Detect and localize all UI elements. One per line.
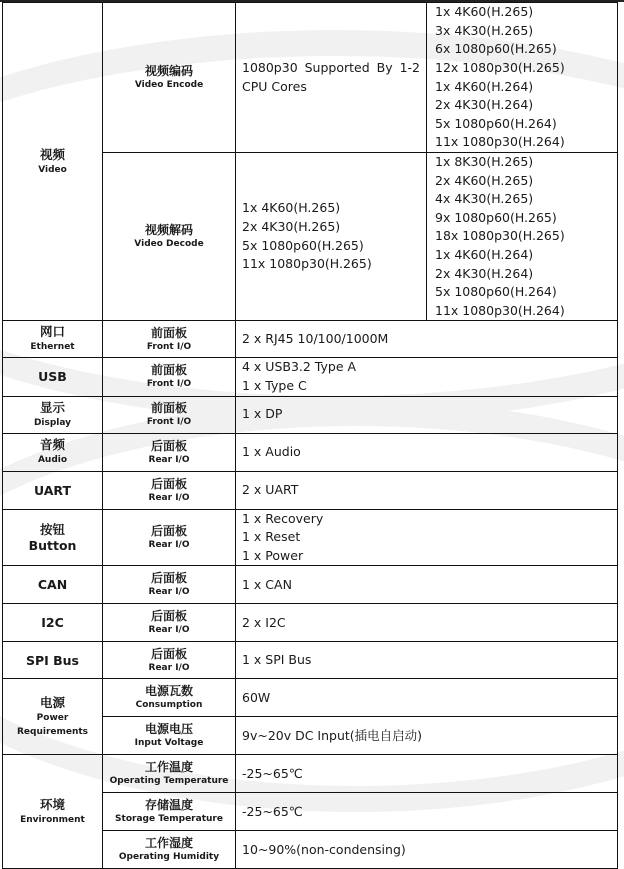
sub-zh: 工作温度 bbox=[144, 760, 193, 775]
usb-values bbox=[236, 358, 618, 396]
spi-value: 1 x SPI Bus bbox=[236, 642, 618, 679]
display-row bbox=[3, 396, 618, 433]
sub-zh: 后面板 bbox=[150, 609, 187, 624]
video-decode-details bbox=[427, 153, 618, 321]
i2c-category bbox=[3, 604, 103, 642]
summary-line: 1x 4K60(H.265) bbox=[242, 200, 341, 216]
sub-en: Rear I/O bbox=[148, 454, 190, 465]
detail-line: 5x 1080p60(H.264) bbox=[435, 115, 557, 131]
display-category bbox=[3, 396, 103, 433]
category-en: Button bbox=[28, 537, 77, 553]
detail-line: 4x 4K30(H.265) bbox=[435, 191, 534, 207]
detail-line: 6x 1080p60(H.265) bbox=[435, 41, 557, 57]
category-en: Display bbox=[33, 417, 72, 428]
can-panel bbox=[103, 566, 236, 604]
spi-panel bbox=[103, 642, 236, 679]
category-en: Environment bbox=[20, 814, 85, 825]
uart-row bbox=[3, 471, 618, 509]
value-line: 1 x Type C bbox=[242, 377, 307, 393]
audio-category bbox=[3, 433, 103, 471]
detail-line: 18x 1080p30(H.265) bbox=[435, 228, 565, 244]
usb-row bbox=[3, 358, 618, 396]
sub-en: Operating Temperature bbox=[109, 776, 229, 787]
sub-en: Operating Humidity bbox=[118, 852, 220, 863]
detail-line: 2x 4K30(H.264) bbox=[435, 265, 534, 281]
spi-category bbox=[3, 642, 103, 679]
sub-zh: 电源电压 bbox=[144, 722, 193, 737]
env-operating-temp-row bbox=[3, 755, 618, 793]
power-category bbox=[3, 679, 103, 755]
category-en: Ethernet bbox=[30, 342, 75, 353]
power-consumption-label bbox=[103, 679, 236, 717]
ethernet-row bbox=[3, 321, 618, 358]
video-encode-row bbox=[3, 3, 618, 153]
video-decode-summary bbox=[236, 153, 427, 321]
ethernet-category bbox=[3, 321, 103, 358]
can-category bbox=[3, 566, 103, 604]
value-line: 1 x Reset bbox=[242, 529, 301, 545]
detail-line: 1x 4K60(H.264) bbox=[435, 78, 534, 94]
detail-line: 11x 1080p30(H.264) bbox=[435, 134, 565, 150]
detail-line: 1x 4K60(H.264) bbox=[435, 246, 534, 262]
category-en: Audio bbox=[37, 455, 68, 466]
storage-temp-label bbox=[103, 793, 236, 831]
sub-en: Rear I/O bbox=[148, 587, 190, 598]
sub-zh: 工作湿度 bbox=[144, 836, 193, 851]
sub-en: Input Voltage bbox=[134, 738, 204, 749]
usb-category bbox=[3, 358, 103, 396]
category-label: CAN bbox=[37, 577, 68, 593]
i2c-row bbox=[3, 604, 618, 642]
video-encode-details bbox=[427, 3, 618, 153]
category-zh: 电源 bbox=[39, 694, 65, 710]
video-encode-summary: 1080p30 Supported By 1-2 CPU Cores bbox=[236, 3, 427, 153]
sub-en: Rear I/O bbox=[148, 492, 190, 503]
category-zh: 音频 bbox=[39, 437, 65, 453]
ethernet-panel bbox=[103, 321, 236, 358]
detail-line: 2x 4K60(H.265) bbox=[435, 172, 534, 188]
sub-zh: 后面板 bbox=[150, 523, 187, 538]
can-value: 1 x CAN bbox=[236, 566, 618, 604]
display-value: 1 x DP bbox=[236, 396, 618, 433]
category-label: SPI Bus bbox=[25, 652, 80, 668]
audio-value: 1 x Audio bbox=[236, 433, 618, 471]
power-voltage-value: 9v~20v DC Input(插电自启动) bbox=[236, 717, 618, 755]
i2c-panel bbox=[103, 604, 236, 642]
category-zh: 视频 bbox=[39, 146, 65, 162]
category-zh: 网口 bbox=[39, 324, 65, 340]
sub-en: Front I/O bbox=[146, 341, 192, 352]
category-en: Video bbox=[38, 164, 67, 175]
category-en: Power bbox=[36, 712, 69, 723]
sub-en: Video Decode bbox=[134, 239, 204, 250]
can-row bbox=[3, 566, 618, 604]
category-en-2: Requirements bbox=[16, 726, 89, 737]
sub-zh: 后面板 bbox=[150, 438, 187, 453]
value-line: 4 x USB3.2 Type A bbox=[242, 359, 357, 375]
video-encode-label bbox=[103, 3, 236, 153]
sub-zh: 后面板 bbox=[150, 571, 187, 586]
spec-table bbox=[2, 2, 618, 869]
sub-zh: 电源瓦数 bbox=[144, 684, 193, 699]
category-label: I2C bbox=[41, 615, 64, 631]
detail-line: 5x 1080p60(H.264) bbox=[435, 284, 557, 300]
category-label: USB bbox=[38, 369, 67, 385]
sub-zh: 存储温度 bbox=[144, 798, 193, 813]
button-panel bbox=[103, 509, 236, 566]
value-line: 1 x Power bbox=[242, 547, 304, 563]
audio-row bbox=[3, 433, 618, 471]
video-category bbox=[3, 3, 103, 321]
category-label: UART bbox=[33, 482, 72, 498]
sub-en: Front I/O bbox=[146, 417, 192, 428]
uart-value: 2 x UART bbox=[236, 471, 618, 509]
detail-line: 1x 8K30(H.265) bbox=[435, 154, 534, 169]
video-decode-label bbox=[103, 153, 236, 321]
sub-zh: 后面板 bbox=[150, 476, 187, 491]
detail-line: 3x 4K30(H.265) bbox=[435, 22, 534, 38]
sub-zh: 视频解码 bbox=[144, 223, 193, 238]
sub-en: Video Encode bbox=[134, 80, 204, 90]
usb-panel bbox=[103, 358, 236, 396]
sub-zh: 前面板 bbox=[150, 325, 187, 340]
sub-zh: 视频编码 bbox=[144, 64, 193, 78]
sub-en: Rear I/O bbox=[148, 539, 190, 550]
operating-temp-value: -25~65℃ bbox=[236, 755, 618, 793]
power-voltage-label bbox=[103, 717, 236, 755]
detail-line: 9x 1080p60(H.265) bbox=[435, 209, 557, 225]
operating-temp-label bbox=[103, 755, 236, 793]
top-rule bbox=[0, 0, 624, 2]
sub-en: Rear I/O bbox=[148, 662, 190, 673]
i2c-value: 2 x I2C bbox=[236, 604, 618, 642]
detail-line: 12x 1080p30(H.265) bbox=[435, 59, 565, 75]
power-consumption-value: 60W bbox=[236, 679, 618, 717]
button-category bbox=[3, 509, 103, 566]
uart-category bbox=[3, 471, 103, 509]
sub-zh: 后面板 bbox=[150, 646, 187, 661]
humidity-value: 10~90%(non-condensing) bbox=[236, 831, 618, 869]
audio-panel bbox=[103, 433, 236, 471]
display-panel bbox=[103, 396, 236, 433]
button-row bbox=[3, 509, 618, 566]
detail-line: 2x 4K30(H.264) bbox=[435, 97, 534, 113]
environment-category bbox=[3, 755, 103, 869]
detail-line: 1x 4K60(H.265) bbox=[435, 4, 534, 20]
category-zh: 按钮 bbox=[39, 521, 65, 537]
category-zh: 显示 bbox=[39, 399, 65, 415]
button-values bbox=[236, 509, 618, 566]
sub-en: Rear I/O bbox=[148, 625, 190, 636]
ethernet-value: 2 x RJ45 10/100/1000M bbox=[236, 321, 618, 358]
sub-zh: 前面板 bbox=[150, 401, 187, 416]
sub-en: Storage Temperature bbox=[115, 814, 223, 825]
value-line: 1 x Recovery bbox=[242, 510, 324, 526]
spi-row bbox=[3, 642, 618, 679]
summary-line: 11x 1080p30(H.265) bbox=[242, 256, 372, 272]
sub-en: Consumption bbox=[135, 700, 203, 711]
category-zh: 环境 bbox=[39, 796, 65, 812]
power-consumption-row bbox=[3, 679, 618, 717]
sub-en: Front I/O bbox=[146, 379, 192, 390]
summary-line: 5x 1080p60(H.265) bbox=[242, 237, 364, 253]
summary-line: 2x 4K30(H.265) bbox=[242, 219, 341, 235]
detail-line: 11x 1080p30(H.264) bbox=[435, 302, 565, 318]
uart-panel bbox=[103, 471, 236, 509]
humidity-label bbox=[103, 831, 236, 869]
sub-zh: 前面板 bbox=[150, 363, 187, 378]
storage-temp-value: -25~65℃ bbox=[236, 793, 618, 831]
